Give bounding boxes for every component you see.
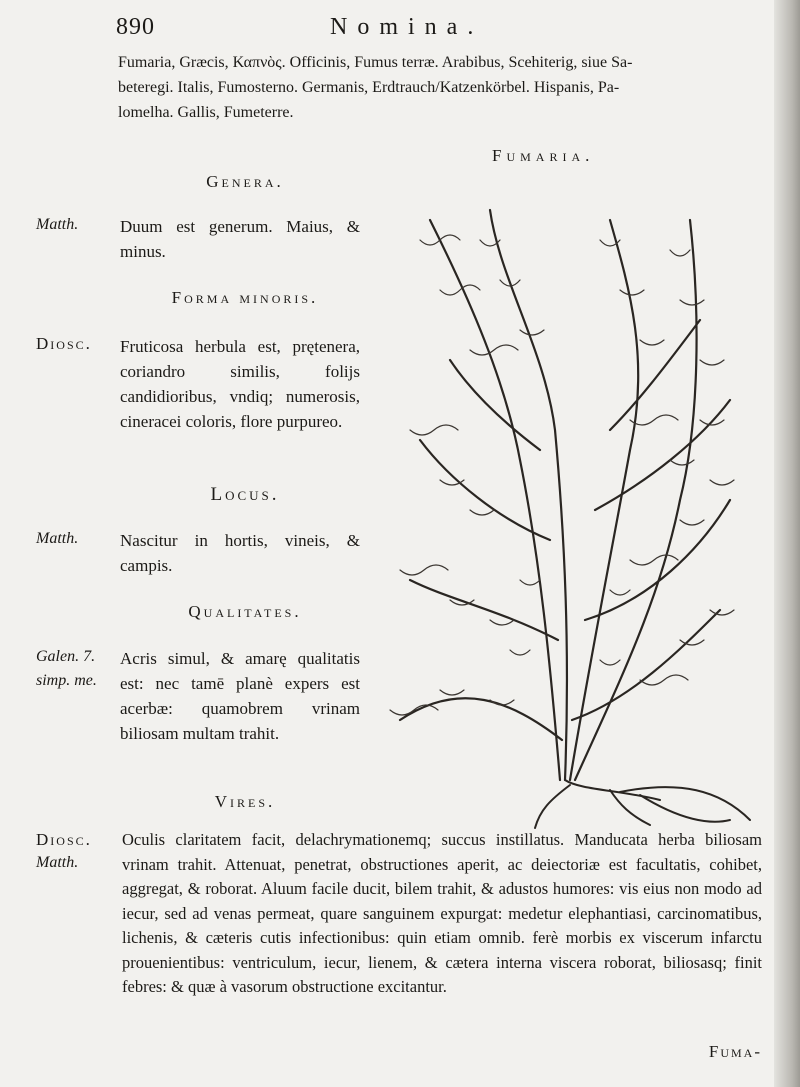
text-forma: Fruticosa herbula est, prętenera, coriandro similis, folijs candidioribus, vndiq; numerosis, cineracei coloris, flore purpureo. xyxy=(120,337,360,431)
margin-vires-1: Diosc. xyxy=(36,830,92,849)
intro-line-2: beteregi. Italis, Fumosterno. Germanis, Erdtrauch/Katzenkörbel. Hispanis, Pa- xyxy=(118,79,620,96)
text-qualitates: Acris simul, & amarę qualitatis est: nec tamē planè expers est acerbæ: quamobrem vrinam biliosam multam trahit. xyxy=(120,649,360,743)
page-edge xyxy=(774,0,800,1087)
catchword: Fuma- xyxy=(708,1042,762,1061)
page-number: 890 xyxy=(116,14,155,40)
text-genera: Duum est generum. Maius, & minus. xyxy=(120,217,360,261)
running-head: Nomina. xyxy=(330,14,484,40)
heading-vires: Vires. xyxy=(214,792,276,811)
text-vires: Oculis claritatem facit, delachrymationemq; succus instillatus. Manducata herba biliosam vrinam trahit. Attenuat, penetrat, obstructiones aperit, ac deiectoriæ est facultatis, cohibet, aggregat, & roborat. Aluum facile ducit, bilem trahit, & adustos humores: vis eius non modo ad iecur, sed ad venas permeat, quare sanguinem expurgat: medetur elephantiasi, carcinomatibus, lichenis, & cæteris cutis infectionibus: quin etiam omnib. ferè morbis ex viscerum infarctu prouenientibus: ventriculum, iecur, lienem, & cætera interna viscera roborat, biliosasq; finit febres: & quæ à vasorum obstructione excitantur. xyxy=(122,830,762,996)
intro-paragraph xyxy=(118,50,768,125)
heading-qualitates: Qualitates. xyxy=(188,602,302,621)
text-locus: Nascitur in hortis, vineis, & campis. xyxy=(120,531,360,575)
margin-vires-2: Matth. xyxy=(36,854,79,871)
margin-forma: Diosc. xyxy=(36,334,92,353)
margin-qualitates-1: Galen. 7. xyxy=(36,648,96,665)
heading-genera: Genera. xyxy=(206,172,284,191)
heading-forma: Forma minoris. xyxy=(171,288,319,307)
intro-line-1: Fumaria, Græcis, Καπνὸς. Officinis, Fumus terræ. Arabibus, Scehiterig, siue Sa- xyxy=(118,54,633,71)
heading-locus: Locus. xyxy=(210,484,280,505)
margin-qualitates-2: simp. me. xyxy=(36,672,97,689)
margin-genera: Matth. xyxy=(36,216,79,233)
margin-locus: Matth. xyxy=(36,530,79,547)
figure-title: Fumaria. xyxy=(492,146,595,165)
fumaria-plant-illustration xyxy=(380,180,760,830)
intro-line-3: lomelha. Gallis, Fumeterre. xyxy=(118,104,294,121)
